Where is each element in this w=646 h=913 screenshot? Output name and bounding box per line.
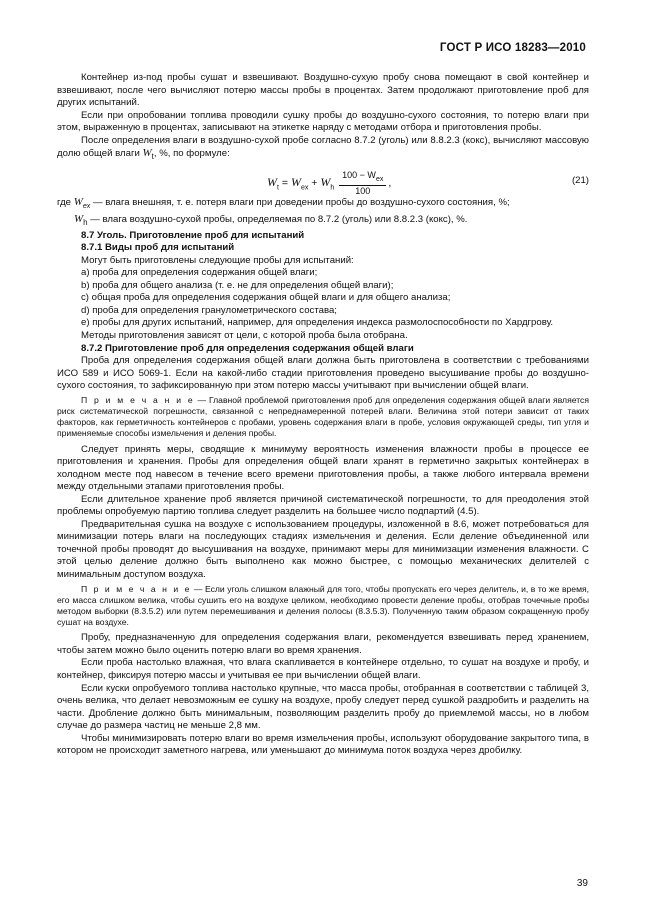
- formula-intro-tail: , %, по формуле:: [153, 148, 230, 160]
- where-line: [57, 196, 589, 213]
- note: [57, 395, 589, 440]
- page-content: [57, 72, 589, 758]
- subsection-heading: 8.7.1 Виды проб для испытаний: [81, 242, 235, 254]
- symbol-wh: W: [320, 174, 331, 189]
- subsection-heading: 8.7.2 Приготовление проб для определения содержания общей влаги: [81, 342, 414, 354]
- paragraph: Если проба настолько влажная, что влага скапливается в контейнере отдельно, то сушат на воздухе и пробу, и контейнер, фиксируя потерю массы и учитывая ее при вычислении общей влаги.: [57, 657, 589, 682]
- note-label: П р и м е ч а н и е: [81, 583, 192, 594]
- symbol: W: [142, 147, 152, 160]
- note-text: — Главной проблемой приготовления проб для определения содержания общей влаги является риск систематической погрешности, связанной с непреднамеренной потерей влаги. Величина этой потери зависит от таких факторов, как герметичность контейнеров с пробами, уровень содержания влаги в пробе, условия окружающей среды, тип угля и применяемые способы измельчения и деления пробы.: [57, 394, 590, 439]
- subscript: t: [277, 184, 279, 192]
- definition-text: — влага воздушно-сухой пробы, определяемая по 8.7.2 (уголь) или 8.8.2.3 (кокс), %.: [90, 214, 468, 226]
- list-item: b) проба для общего анализа (т. е. не для определения общей влаги);: [81, 279, 394, 291]
- definition-text: — влага внешняя, т. е. потеря влаги при доведении пробы до воздушно-сухого состояния, %;: [92, 196, 510, 208]
- symbol-wt: W: [267, 174, 277, 189]
- subscript: h: [330, 184, 335, 192]
- paragraph: Если куски опробуемого топлива настолько крупные, что масса пробы, отобранная в соответствии с таблицей 3, очень велика, что делает невозможным ее сушку на воздухе, пробу следует перед сушкой раздробить и разделить на части. Дробление должно быть минимальным, позволяющим разделить пробу до приемлемой массы, но в любом случае до размера частиц не меньше 2,8 мм.: [57, 682, 589, 732]
- where-line: [57, 213, 589, 229]
- formula-intro-text: После определения влаги в воздушно-сухой пробе согласно 8.7.2 (уголь) или 8.8.2.3 (кокс), вычисляют массовую долю общей влаги: [57, 134, 589, 160]
- subscript: ex: [82, 202, 91, 210]
- section-heading: 8.7 Уголь. Приготовление проб для испытаний: [81, 229, 305, 241]
- numerator-text: 100 − W: [342, 169, 376, 180]
- equation-number: (21): [571, 174, 589, 186]
- list-item: е) пробы для других испытаний, например, для определения индекса размолоспособности по Хардгрову.: [81, 317, 554, 329]
- fraction-denominator: 100: [355, 185, 371, 196]
- symbol: W: [73, 195, 83, 208]
- paragraph: Предварительная сушка на воздухе с использованием процедуры, изложенной в 8.6, может потребоваться для минимизации потерь влаги на последующих стадиях измельчения и деления. Если деление объединенной или точечной пробы проводят до высушивания на воздухе, принимают меры для минимизации изменения влажности. С этой целью деление должно быть выполнено как можно быстрее, с помощью механических делителей с минимальным доступом воздуха.: [57, 518, 589, 581]
- subscript: h: [83, 218, 88, 228]
- note-label: П р и м е ч а н и е: [81, 394, 195, 405]
- paragraph: Пробу, предназначенную для определения содержания влаги, рекомендуется взвешивать перед хранением, чтобы затем можно было оценить потерю влаги во время хранения.: [57, 632, 589, 656]
- list-item: d) проба для определения гранулометрического состава;: [81, 304, 337, 316]
- fraction-numerator: [339, 170, 386, 186]
- paragraph: Следует принять меры, сводящие к минимуму вероятность изменения влажности пробы в процессе ее приготовления и хранения. Пробы для определения общей влаги хранят в герметично закрытых контейнерах в холодном месте под навесом в течение всего времени приготовления пробы, а также любого интервала времени между отдельными этапами приготовления пробы.: [57, 443, 589, 493]
- formula: [267, 170, 391, 197]
- where-prefix: где: [57, 196, 72, 208]
- paragraph: Чтобы минимизировать потерю влаги во время измельчения пробы, используют оборудование закрытого типа, в котором не происходит заметного нагрева, или уменьшают до минимума поток воздуха через дробилку.: [57, 732, 589, 757]
- symbol: W: [74, 213, 84, 226]
- operator: =: [281, 176, 289, 189]
- list-intro: Могут быть приготовлены следующие пробы для испытаний:: [81, 254, 354, 266]
- document-header: ГОСТ Р ИСО 18283—2010: [439, 42, 586, 54]
- symbol-wex: W: [290, 174, 301, 189]
- subscript: ex: [300, 184, 309, 192]
- operator: +: [311, 176, 318, 189]
- paragraph: Если при опробовании топлива проводили сушку пробы до воздушно-сухого состояния, то потерю влаги при этом, выраженную в процентах, записывают на этикетке наряду с методами отбора и приготовления пробы.: [57, 109, 589, 134]
- symbol-subscript: t: [151, 152, 154, 162]
- fraction: [339, 170, 386, 197]
- list-item: с) общая проба для определения содержания общей влаги и для общего анализа;: [81, 292, 451, 304]
- paragraph: Контейнер из-под пробы сушат и взвешивают. Воздушно-сухую пробу снова помещают в свой контейнер и взвешивают, после чего вычисляют потерю массы пробы в процентах. Затем продолжают приготовление проб для других испытаний.: [57, 72, 589, 109]
- paragraph: Если длительное хранение проб является причиной систематической погрешности, то для преодоления этой проблемы опробуемую партию топлива следует разделить на большее число подпартий (4.5).: [57, 493, 589, 518]
- note: [57, 584, 589, 629]
- list-item: а) проба для определения содержания общей влаги;: [81, 267, 318, 279]
- paragraph: Проба для определения содержания общей влаги должна быть приготовлена в соответствии с требованиями ИСО 589 и ИСО 5069-1. Если на какой-либо стадии приготовления проведено высушивание пробы до воздушно-сухого состояния, то зафиксированную при этом потерю массы учитывают при вычислении общей влаги.: [57, 355, 589, 392]
- formula-intro: [57, 135, 589, 164]
- subscript: ex: [375, 175, 384, 183]
- paragraph: Методы приготовления зависят от цели, с которой проба была отобрана.: [81, 330, 408, 342]
- punctuation: ,: [388, 176, 392, 189]
- page-number: 39: [576, 878, 588, 889]
- formula-block: [57, 166, 589, 196]
- note-text: — Если уголь слишком влажный для того, чтобы пропускать его через делитель, и, в то же время, его масса слишком велика, чтобы сушить его на воздухе целиком, необходимо провести деление пробы, отобрав точечные пробы методом выборки (8.3.5.2) или путем перемешивания и деления полосы (8.3.5.3). Полученную таким образом сокращенную пробу сушат на воздухе.: [57, 583, 590, 628]
